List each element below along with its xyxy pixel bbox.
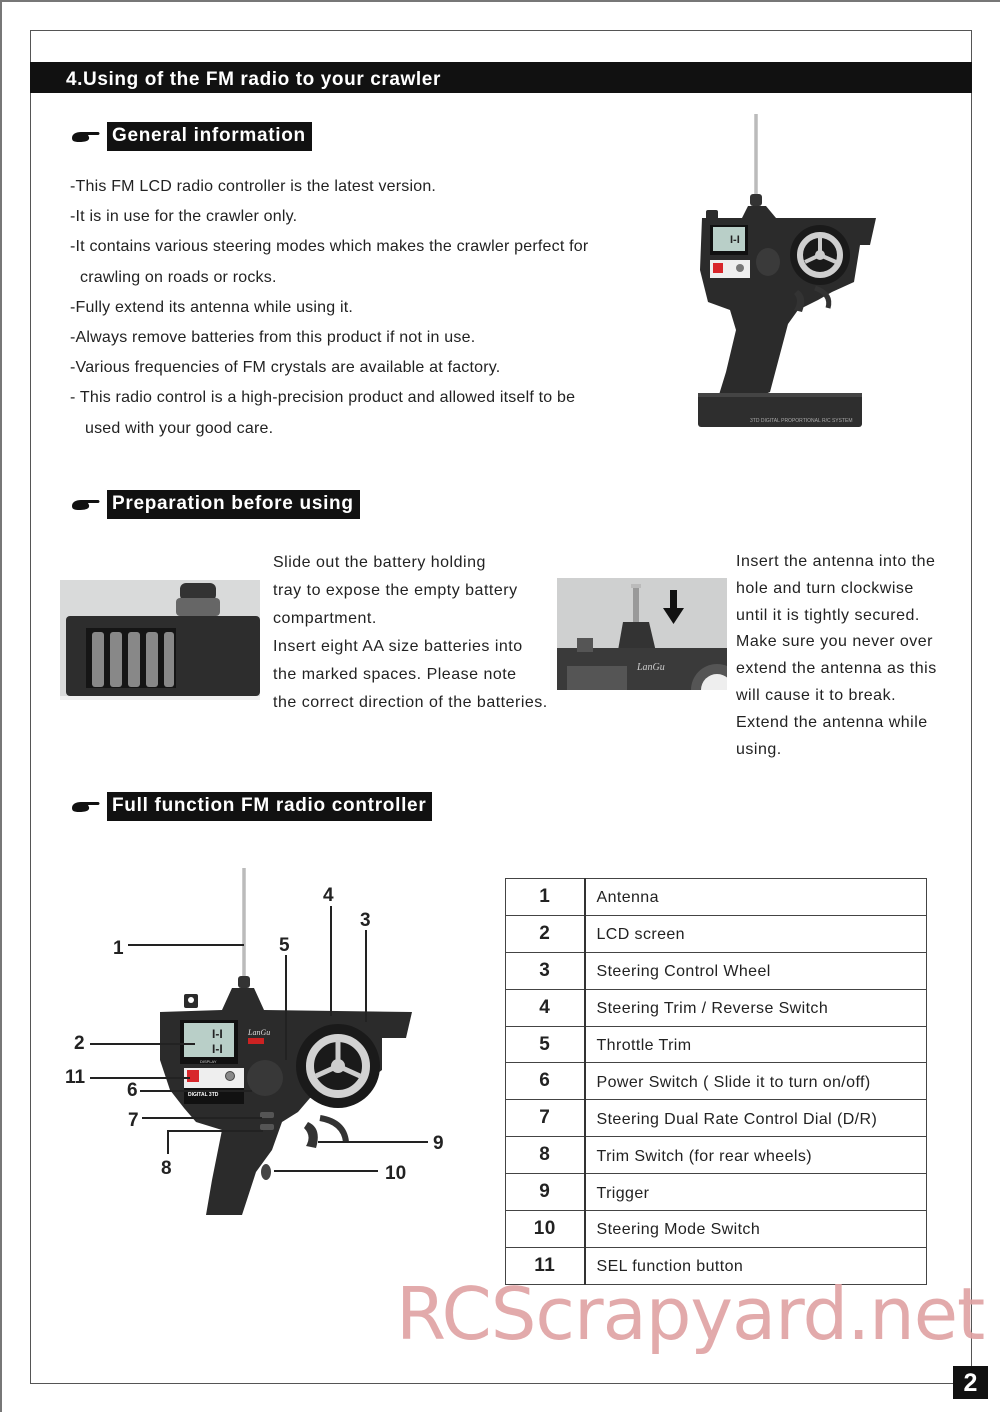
callout-4: 4	[323, 885, 334, 906]
svg-text:DISPLAY: DISPLAY	[200, 1059, 217, 1064]
leader-line-11	[90, 1077, 190, 1079]
leader-line-7	[142, 1117, 262, 1119]
list-item: -It contains various steering modes which makes the crawler perfect for	[70, 238, 589, 256]
leader-line-1	[128, 944, 244, 946]
list-item: -Various frequencies of FM crystals are available at factory.	[70, 359, 501, 377]
leader-line-3	[365, 930, 367, 1022]
table-row: 4 Steering Trim / Reverse Switch	[506, 989, 927, 1026]
svg-text:LanGu: LanGu	[248, 1028, 271, 1037]
preparation-title: Preparation before using	[71, 490, 360, 519]
svg-text:I-I: I-I	[730, 234, 740, 246]
general-information-list	[70, 172, 670, 444]
table-row: 7 Steering Dual Rate Control Dial (D/R)	[506, 1100, 927, 1137]
leader-line-5	[285, 955, 287, 1060]
table-row: 9 Trigger	[506, 1174, 927, 1211]
callout-3: 3	[360, 910, 371, 931]
callout-10: 10	[385, 1163, 407, 1184]
list-item: used with your good care.	[85, 419, 274, 437]
table-row: 3 Steering Control Wheel	[506, 952, 927, 989]
battery-compartment-photo	[60, 580, 260, 700]
leader-line-2	[90, 1043, 195, 1045]
callout-6: 6	[127, 1080, 138, 1101]
table-row: 6 Power Switch ( Slide it to turn on/off)	[506, 1063, 927, 1100]
table-row: 1 Antenna	[506, 879, 927, 916]
leader-line-10	[274, 1170, 378, 1172]
list-item: -Fully extend its antenna while using it.	[70, 298, 354, 316]
full-function-title: Full function FM radio controller	[71, 792, 432, 821]
table-row: 2 LCD screen	[506, 915, 927, 952]
table-row: 5 Throttle Trim	[506, 1026, 927, 1063]
svg-text:LanGu: LanGu	[637, 662, 665, 673]
callout-2: 2	[74, 1033, 85, 1054]
antenna-install-photo	[557, 578, 727, 690]
svg-text:3TD DIGITAL PROPORTIONAL R/C S: 3TD DIGITAL PROPORTIONAL R/C SYSTEM	[750, 418, 853, 424]
pointing-hand-icon	[71, 130, 101, 144]
svg-text:I-I: I-I	[212, 1042, 223, 1056]
list-item: - This radio control is a high-precision product and allowed itself to be	[70, 389, 576, 407]
leader-line-4	[330, 906, 332, 1016]
table-row: 11 SEL function button	[506, 1247, 927, 1284]
pointing-hand-icon	[71, 498, 101, 512]
callout-11: 11	[65, 1067, 86, 1088]
page-number: 2	[953, 1366, 988, 1399]
table-row: 8 Trim Switch (for rear wheels)	[506, 1137, 927, 1174]
general-information-title: General information	[71, 122, 312, 151]
leader-line-8a	[167, 1130, 169, 1154]
table-row: 10 Steering Mode Switch	[506, 1211, 927, 1248]
callout-7: 7	[128, 1110, 139, 1131]
battery-instructions: Slide out the battery holding tray to expose the empty battery compartment. Insert eight AA size batteries into the marked spaces. Please note the correct direction of the batteries.	[273, 554, 548, 711]
pointing-hand-icon	[71, 800, 101, 814]
callout-9: 9	[433, 1133, 444, 1154]
antenna-instructions: Insert the antenna into the hole and turn clockwise until it is tightly secured. Make sure you never over extend the antenna as this will cause it to break. Extend the antenna while using.	[736, 553, 937, 758]
leader-line-6	[140, 1090, 252, 1092]
list-item: -This FM LCD radio controller is the latest version.	[70, 178, 437, 195]
list-item: crawling on roads or rocks.	[80, 268, 277, 286]
svg-text:DIGITAL 3TD: DIGITAL 3TD	[188, 1092, 219, 1098]
callout-5: 5	[279, 935, 290, 956]
callout-8: 8	[161, 1158, 172, 1179]
leader-line-9	[318, 1141, 428, 1143]
list-item: -It is in use for the crawler only.	[70, 208, 298, 226]
transmitter-photo	[690, 110, 880, 440]
svg-text:I-I: I-I	[212, 1027, 223, 1041]
callout-1: 1	[113, 938, 124, 959]
list-item: -Always remove batteries from this product if not in use.	[70, 329, 476, 347]
parts-table	[505, 878, 927, 1285]
watermark: RCScrapyard.net	[396, 1272, 985, 1356]
leader-line-8b	[167, 1130, 263, 1132]
section-heading: 4.Using of the FM radio to your crawler	[30, 62, 972, 93]
